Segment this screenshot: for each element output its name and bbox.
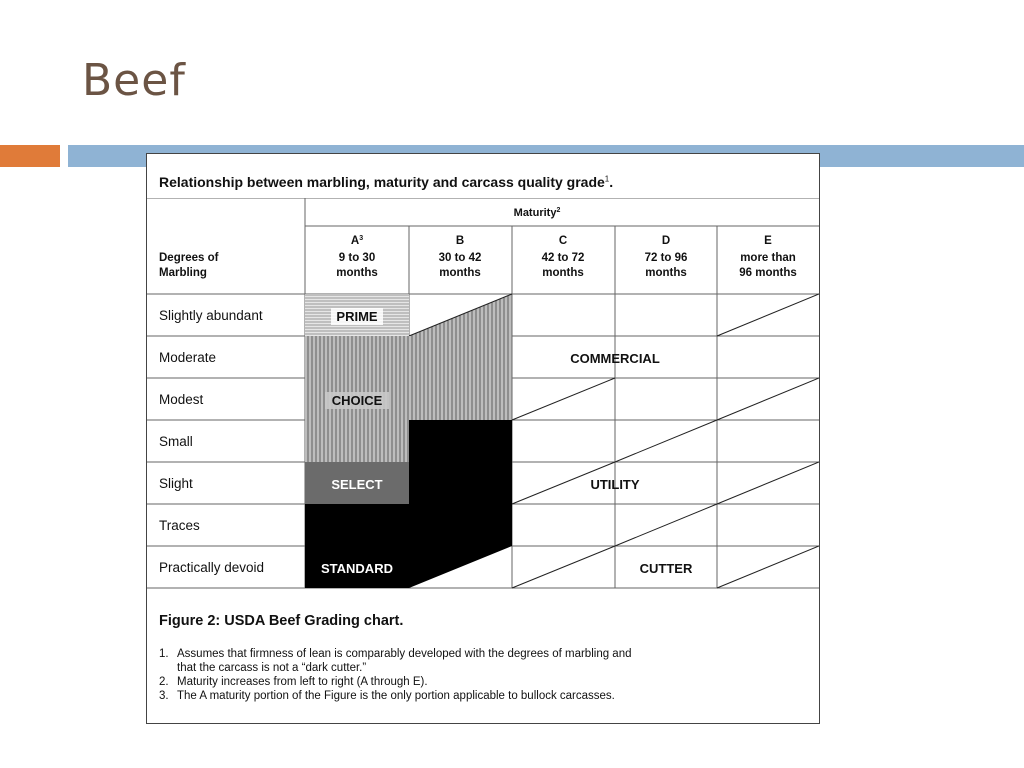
accent-bar-orange (0, 145, 60, 167)
row-label: Moderate (159, 350, 217, 365)
choice-region-lower (305, 420, 409, 462)
marbling-header-line1: Degrees of (159, 252, 219, 264)
col-c-letter: C (558, 235, 568, 247)
grade-select: SELECT (331, 477, 383, 492)
figure-caption: Figure 2: USDA Beef Grading chart. (159, 613, 404, 629)
note-item: 1. Assumes that firmness of lean is comparably developed with the degrees of marbling and that the carcass is not a “dark cutter.” (159, 648, 632, 674)
col-b-range2: months (439, 267, 481, 279)
slide-title: Beef (82, 55, 186, 106)
col-b-letter: B (455, 235, 465, 247)
col-c-range2: months (542, 267, 584, 279)
col-c-range1: 42 to 72 (541, 252, 585, 264)
maturity-header: Maturity$^2$ (513, 207, 561, 219)
row-label: Practically devoid (159, 560, 265, 575)
note-item: 2. Maturity increases from left to right (A through E). (159, 676, 428, 688)
grade-utility: UTILITY (590, 477, 640, 492)
grade-choice: CHOICE (331, 393, 383, 408)
col-d-letter: D (661, 235, 671, 247)
col-d-range2: months (645, 267, 687, 279)
figure-notes (159, 647, 809, 703)
col-e-range1: more than (740, 252, 796, 264)
row-label: Slightly abundant (159, 308, 263, 323)
row-label: Slight (159, 476, 193, 491)
grade-standard: STANDARD (321, 561, 393, 576)
beef-grading-figure (146, 153, 820, 724)
grade-commercial: COMMERCIAL (570, 351, 660, 366)
grading-grid (147, 198, 819, 590)
row-label: Traces (159, 518, 200, 533)
grade-prime: PRIME (336, 309, 378, 324)
col-d-range1: 72 to 96 (644, 252, 688, 264)
note-item: 3. The A maturity portion of the Figure is the only portion applicable to bullock carcasses. (159, 690, 615, 702)
col-a-range1: 9 to 30 (338, 252, 376, 264)
col-a-range2: months (336, 267, 378, 279)
row-label: Modest (159, 392, 204, 407)
col-b-range1: 30 to 42 (438, 252, 482, 264)
marbling-header-line2: Marbling (159, 267, 207, 279)
col-e-range2: 96 months (739, 267, 797, 279)
row-label: Small (159, 434, 193, 449)
figure-title: Relationship between marbling, maturity and carcass quality grade$^1$. (159, 174, 614, 190)
col-a-letter: $A^3$ (350, 235, 364, 247)
col-e-letter: E (764, 235, 772, 247)
grade-cutter: CUTTER (639, 561, 693, 576)
